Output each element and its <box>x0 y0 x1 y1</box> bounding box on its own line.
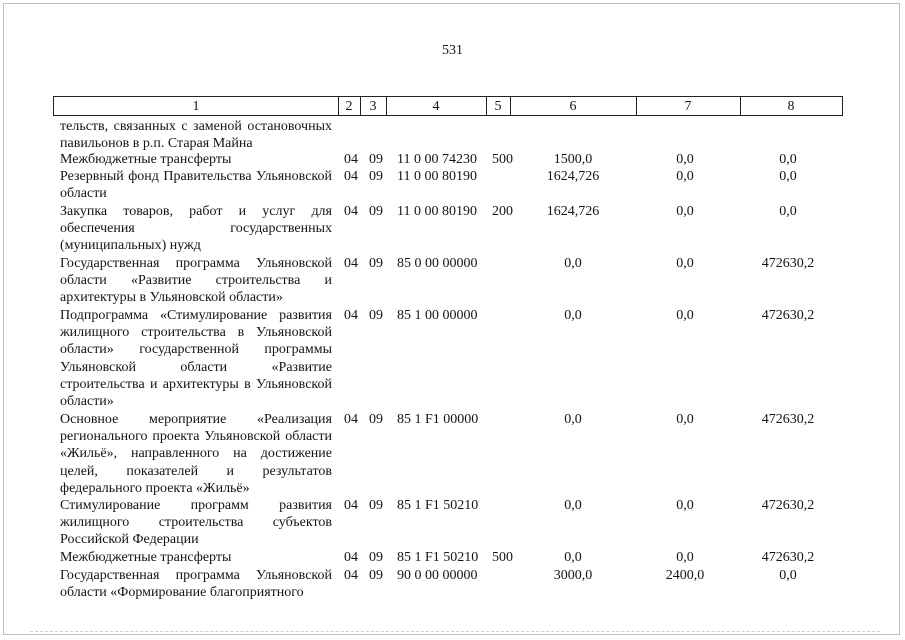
cell-amount-6: 0,0 <box>564 412 582 427</box>
cell-section: 04 <box>344 169 358 184</box>
cell-section: 04 <box>344 256 358 271</box>
cell-amount-7: 0,0 <box>676 204 694 219</box>
cell-amount-8: 472630,2 <box>761 498 815 513</box>
cell-target-code: 85 1 00 00000 <box>397 308 478 323</box>
row-description: Резервный фонд Правительства Ульяновской области <box>60 169 332 202</box>
header-col-8: 8 <box>787 99 795 114</box>
cell-amount-6: 1624,726 <box>546 204 600 219</box>
cell-section: 04 <box>344 152 358 167</box>
cell-expense-type: 500 <box>492 152 513 167</box>
cell-subsection: 09 <box>369 412 383 427</box>
cell-section: 04 <box>344 498 358 513</box>
table-header <box>53 96 843 116</box>
cell-amount-7: 0,0 <box>676 256 694 271</box>
cell-subsection: 09 <box>369 204 383 219</box>
cell-subsection: 09 <box>369 169 383 184</box>
header-col-2: 2 <box>345 99 353 114</box>
cell-amount-7: 0,0 <box>676 169 694 184</box>
cell-target-code: 85 1 F1 50210 <box>397 498 479 513</box>
row-description: Стимулирование программ развития жилищного строительства субъектов Российской Федерации <box>60 498 332 548</box>
cell-amount-8: 0,0 <box>779 568 797 583</box>
cell-amount-7: 0,0 <box>676 498 694 513</box>
cell-section: 04 <box>344 308 358 323</box>
row-description: Закупка товаров, работ и услуг для обеспечения государственных (муниципальных) нужд <box>60 204 332 254</box>
cell-section: 04 <box>344 550 358 565</box>
cell-target-code: 85 1 F1 00000 <box>397 412 479 427</box>
cell-target-code: 11 0 00 80190 <box>397 204 477 219</box>
header-col-7: 7 <box>684 99 692 114</box>
page-bottom-edge <box>30 631 880 632</box>
header-col-6: 6 <box>569 99 577 114</box>
header-col-1: 1 <box>192 99 200 114</box>
cell-section: 04 <box>344 568 358 583</box>
cell-amount-6: 0,0 <box>564 550 582 565</box>
cell-target-code: 11 0 00 74230 <box>397 152 477 167</box>
cell-amount-7: 2400,0 <box>665 568 705 583</box>
cell-target-code: 85 0 00 00000 <box>397 256 478 271</box>
cell-section: 04 <box>344 412 358 427</box>
cell-amount-8: 0,0 <box>779 204 797 219</box>
cell-amount-7: 0,0 <box>676 412 694 427</box>
row-description: Подпрограмма «Стимулирование развития жилищного строительства в Ульяновской области» государственной программы Ульяновской области «Развитие строительства и архитектуры в Ульяновской области» <box>60 308 332 410</box>
cell-amount-7: 0,0 <box>676 308 694 323</box>
cell-expense-type: 500 <box>492 550 513 565</box>
cell-amount-8: 0,0 <box>779 169 797 184</box>
cell-expense-type: 200 <box>492 204 513 219</box>
cell-amount-8: 0,0 <box>779 152 797 167</box>
cell-subsection: 09 <box>369 550 383 565</box>
cell-subsection: 09 <box>369 256 383 271</box>
cell-amount-7: 0,0 <box>676 152 694 167</box>
row-description: Межбюджетные трансферты <box>60 550 232 565</box>
row-description: Основное мероприятие «Реализация регионального проекта Ульяновской области «Жильё», направленного на достижение целей, показателей и результатов федерального проекта «Жильё» <box>60 412 332 496</box>
cell-amount-6: 0,0 <box>564 256 582 271</box>
cell-subsection: 09 <box>369 308 383 323</box>
cell-amount-8: 472630,2 <box>761 412 815 427</box>
cell-target-code: 11 0 00 80190 <box>397 169 477 184</box>
cell-amount-6: 3000,0 <box>553 568 593 583</box>
header-col-3: 3 <box>369 99 377 114</box>
page-number: 531 <box>442 43 463 58</box>
cell-amount-6: 1500,0 <box>553 152 593 167</box>
cell-amount-6: 0,0 <box>564 308 582 323</box>
cell-target-code: 85 1 F1 50210 <box>397 550 479 565</box>
cell-amount-8: 472630,2 <box>761 256 815 271</box>
cell-subsection: 09 <box>369 152 383 167</box>
row-description: Государственная программа Ульяновской области «Развитие строительства и архитектуры в Ульяновской области» <box>60 256 332 306</box>
row-description: Межбюджетные трансферты <box>60 152 232 167</box>
row-description: тельств, связанных с заменой остановочных павильонов в р.п. Старая Майна <box>60 119 332 152</box>
cell-amount-6: 0,0 <box>564 498 582 513</box>
header-col-5: 5 <box>494 99 502 114</box>
cell-amount-6: 1624,726 <box>546 169 600 184</box>
cell-target-code: 90 0 00 00000 <box>397 568 478 583</box>
cell-subsection: 09 <box>369 498 383 513</box>
row-description: Государственная программа Ульяновской области «Формирование благоприятного <box>60 568 332 601</box>
header-col-4: 4 <box>432 99 440 114</box>
cell-amount-8: 472630,2 <box>761 550 815 565</box>
cell-section: 04 <box>344 204 358 219</box>
cell-subsection: 09 <box>369 568 383 583</box>
cell-amount-8: 472630,2 <box>761 308 815 323</box>
cell-amount-7: 0,0 <box>676 550 694 565</box>
